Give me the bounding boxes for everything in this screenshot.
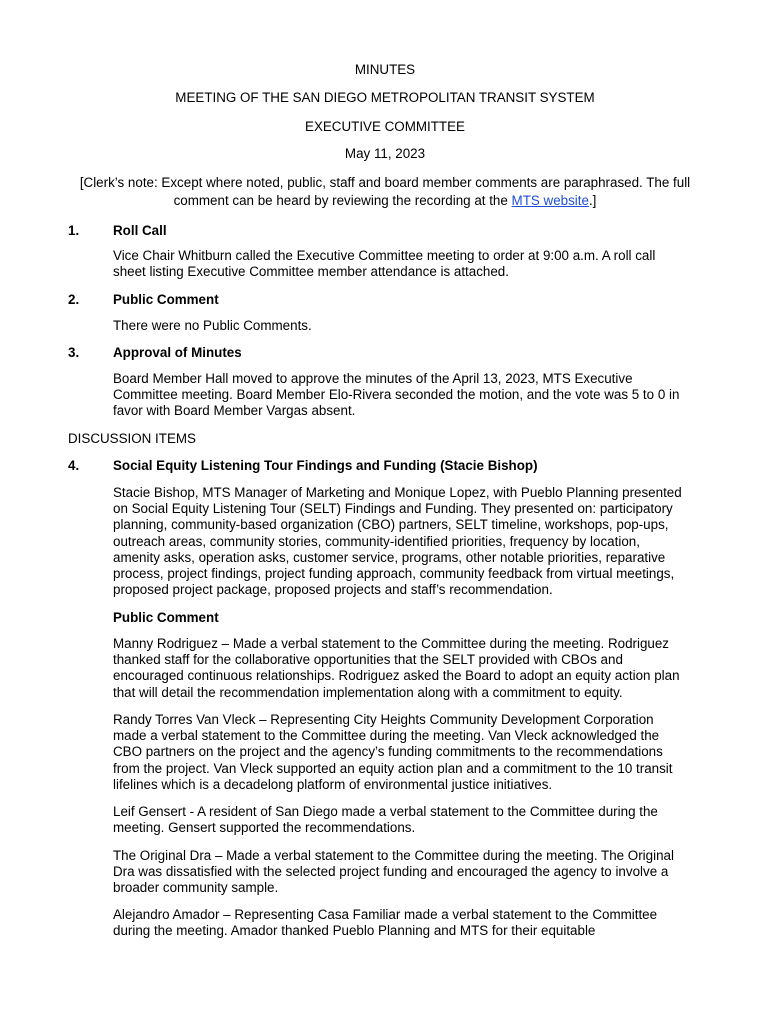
clerk-note-end: .] — [588, 193, 597, 208]
text-line: Alejandro Amador – Representing Casa Familiar made a verbal statement to the Committee — [113, 907, 658, 922]
text-line: amenity asks, operation asks, customer service, programs, other notable priorities, reparative — [113, 549, 666, 565]
clerk-note-line2 — [0, 193, 770, 208]
text-line: proposed project package, proposed projects and staff’s recommendation. — [113, 582, 553, 598]
text-line: on Social Equity Listening Tour (SELT) Findings and Funding. They presented on: participatory — [113, 501, 673, 517]
section-body-social-equity — [113, 485, 713, 598]
text-line: during the meeting. Amador thanked Pueblo Planning and MTS for their equitable — [113, 923, 596, 939]
clerk-note-line1: [Clerk’s note: Except where noted, public, staff and board member comments are paraphrased. The full — [79, 175, 691, 190]
text-line: from the project. Van Vleck supported an equity action plan and a commitment to the 10 transit — [113, 760, 673, 776]
committee-title: EXECUTIVE COMMITTEE — [305, 119, 465, 134]
text-line: encouraged continuous relationships. Rodriguez asked the Board to adopt an equity action plan — [113, 668, 680, 684]
text-line: sheet listing Executive Committee member attendance is attached. — [113, 264, 509, 280]
discussion-items-label: DISCUSSION ITEMS — [68, 431, 196, 446]
public-comment-subheading: Public Comment — [113, 610, 219, 625]
section-heading-social-equity: Social Equity Listening Tour Findings and Funding (Stacie Bishop) — [113, 458, 538, 473]
text-line: Board Member Hall moved to approve the minutes of the April 13, 2023, MTS Executive — [113, 371, 633, 386]
text-line: planning, community-based organization (CBO) partners, SELT timeline, workshops, pop-ups, — [113, 517, 669, 533]
meeting-title: MEETING OF THE SAN DIEGO METROPOLITAN TRANSIT SYSTEM — [175, 90, 595, 105]
section-number: 3. — [68, 345, 80, 360]
text-line: Randy Torres Van Vleck – Representing City Heights Community Development Corporation — [113, 712, 654, 727]
text-line: process, project findings, project funding approach, community feedback from virtual meetings, — [113, 566, 675, 582]
section-heading-public-comment: Public Comment — [113, 292, 219, 307]
section-number: 4. — [68, 458, 80, 473]
text-line: outreach areas, community stories, community-identified priorities, frequency by location, — [113, 533, 640, 549]
comment-gensert — [113, 804, 713, 836]
text-line: CBO partners on the project and the agency’s funding commitments to the recommendations — [113, 744, 663, 760]
section-number: 2. — [68, 292, 80, 307]
doc-title: MINUTES — [354, 62, 416, 77]
clerk-note-text: comment can be heard by reviewing the recording at the — [173, 193, 512, 208]
comment-van-vleck — [113, 712, 713, 793]
text-line: meeting. Gensert supported the recommendations. — [113, 820, 416, 836]
text-line: Committee meeting. Board Member Elo-Rivera seconded the motion, and the vote was 5 to 0 in — [113, 387, 680, 403]
text-line: that will detail the recommendation implementation along with a commitment to equity. — [113, 684, 623, 700]
section-body-approval-of-minutes — [113, 371, 713, 420]
text-line: Dra was dissatisfied with the selected project funding and encouraged the agency to involve a — [113, 864, 669, 880]
text-line: lifelines which is a decadelong platform of environmental justice initiatives. — [113, 776, 553, 792]
text-line: thanked staff for the collaborative opportunities that the SELT provided with CBOs and — [113, 652, 623, 668]
text-line: Manny Rodriguez – Made a verbal statement to the Committee during the meeting. Rodriguez — [113, 636, 670, 651]
text-line: Vice Chair Whitburn called the Executive Committee meeting to order at 9:00 a.m. A roll call — [113, 248, 656, 263]
section-heading-approval-of-minutes: Approval of Minutes — [113, 345, 242, 360]
section-heading-roll-call: Roll Call — [113, 223, 167, 238]
comment-rodriguez — [113, 636, 713, 701]
comment-amador — [113, 907, 713, 939]
section-body-public-comment — [113, 318, 713, 334]
mts-website-link[interactable]: MTS website — [511, 193, 589, 208]
text-line: Stacie Bishop, MTS Manager of Marketing and Monique Lopez, with Pueblo Planning presented — [113, 485, 682, 500]
section-body-roll-call — [113, 248, 713, 280]
text-line: Leif Gensert - A resident of San Diego made a verbal statement to the Committee during the — [113, 804, 658, 819]
section-number: 1. — [68, 223, 80, 238]
text-line: There were no Public Comments. — [113, 318, 312, 333]
meeting-date: May 11, 2023 — [344, 146, 426, 161]
comment-original-dra — [113, 848, 713, 897]
text-line: broader community sample. — [113, 880, 279, 896]
text-line: made a verbal statement to the Committee during the meeting. Van Vleck acknowledged the — [113, 728, 660, 744]
text-line: favor with Board Member Vargas absent. — [113, 403, 356, 419]
text-line: The Original Dra – Made a verbal statement to the Committee during the meeting. The Original — [113, 848, 674, 863]
